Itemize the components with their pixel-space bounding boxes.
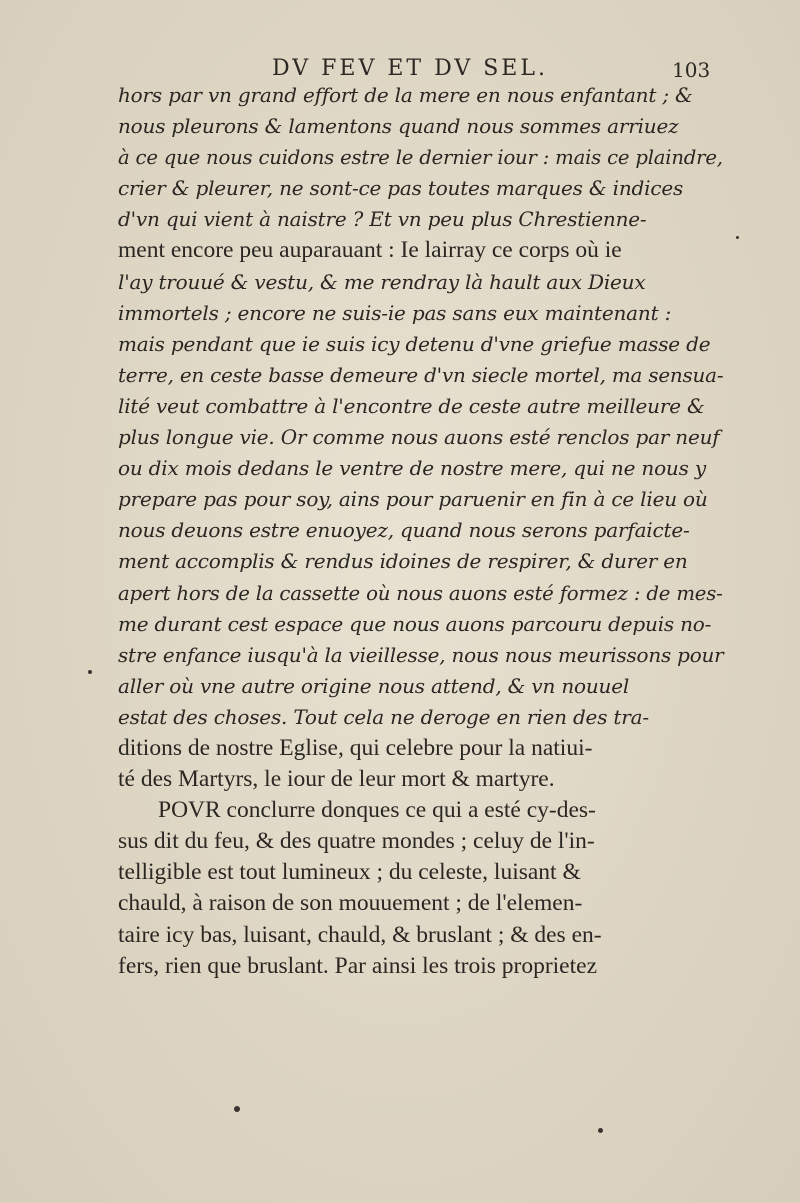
text-line: sus dit du feu, & des quatre mondes ; celuy de l'in-: [118, 828, 595, 855]
text-line: POVR conclurre donques ce qui a esté cy-des-: [158, 797, 596, 824]
text-line: prepare pas pour soy, ains pour paruenir en fin à ce lieu où: [118, 487, 708, 512]
page-number: 103: [672, 58, 711, 82]
text-line: hors par vn grand effort de la mere en nous enfantant ; &: [118, 83, 693, 107]
text-line: stre enfance iusqu'à la vieillesse, nous nous meurissons pour: [118, 642, 724, 667]
text-line: ment encore peu auparauant : Ie lairray ce corps où ie: [118, 237, 622, 264]
text-line: me durant cest espace que nous auons parcouru depuis no-: [118, 611, 712, 636]
text-line: nous pleurons & lamentons quand nous sommes arriuez: [118, 114, 679, 139]
ink-speck: [234, 1106, 240, 1112]
text-line: estat des choses. Tout cela ne deroge en rien des tra-: [118, 704, 649, 729]
text-line: ditions de nostre Eglise, qui celebre pour la natiui-: [118, 734, 593, 761]
text-line: terre, en ceste basse demeure d'vn siecle mortel, ma sensua-: [118, 362, 724, 387]
text-line: l'ay trouué & vestu, & me rendray là hault aux Dieux: [118, 269, 646, 294]
text-line: d'vn qui vient à naistre ? Et vn peu plus Chrestienne-: [118, 207, 647, 232]
text-line: immortels ; encore ne suis-ie pas sans eux maintenant :: [118, 300, 672, 325]
text-line: aller où vne autre origine nous attend, & vn nouuel: [118, 673, 630, 698]
text-line: plus longue vie. Or comme nous auons esté renclos par neuf: [118, 425, 720, 450]
body-text: [118, 80, 723, 982]
text-line: apert hors de la cassette où nous auons esté formez : de mes-: [118, 580, 723, 605]
text-line: chauld, à raison de son mouuement ; de l'elemen-: [118, 890, 583, 917]
text-line: ou dix mois dedans le ventre de nostre mere, qui ne nous y: [118, 456, 706, 481]
text-line: lité veut combattre à l'encontre de ceste autre meilleure &: [118, 393, 705, 418]
ink-speck: [598, 1128, 603, 1133]
text-line: crier & pleurer, ne sont-ce pas toutes marques & indices: [118, 176, 684, 201]
text-line: à ce que nous cuidons estre le dernier iour : mais ce plaindre,: [118, 145, 723, 170]
ink-speck: [736, 236, 739, 239]
text-line: nous deuons estre enuoyez, quand nous serons parfaicte-: [118, 518, 690, 543]
text-line: mais pendant que ie suis icy detenu d'vne griefue masse de: [118, 331, 711, 356]
text-line: telligible est tout lumineux ; du celeste, luisant &: [118, 859, 581, 886]
text-line: ment accomplis & rendus idoines de respirer, & durer en: [118, 549, 688, 574]
ink-speck: [88, 670, 92, 674]
text-line: té des Martyrs, le iour de leur mort & martyre.: [118, 766, 555, 793]
running-title: DV FEV ET DV SEL.: [272, 56, 548, 81]
text-line: taire icy bas, luisant, chauld, & bruslant ; & des en-: [118, 921, 602, 948]
text-line: fers, rien que bruslant. Par ainsi les trois proprietez: [118, 952, 597, 979]
